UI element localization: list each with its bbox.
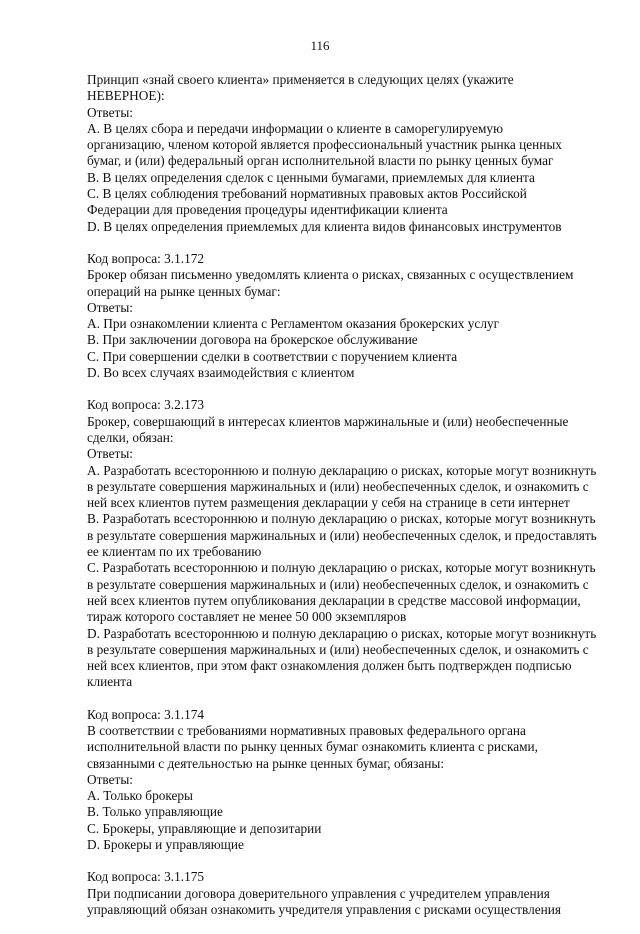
question-block [87, 72, 587, 235]
text-line: связанными с деятельностью на рынке ценных бумаг, обязаны: [87, 755, 445, 771]
text-line: D. Брокеры и управляющие [87, 837, 244, 853]
text-line: в результате совершения маржинальных и (или) необеспеченных сделок, и предоставлять [87, 527, 597, 543]
text-line: B. Разработать всестороннюю и полную декларацию о рисках, которые могут возникнуть [87, 511, 596, 527]
text-line: организацию, членом которой является профессиональный участник рынка ценных [87, 137, 562, 153]
text-line: A. При ознакомлении клиента с Регламентом оказания брокерских услуг [87, 316, 500, 332]
text-line: В соответствии с требованиями нормативных правовых федерального органа [87, 722, 526, 738]
text-line: сделки, обязан: [87, 429, 174, 445]
text-line: A. Разработать всестороннюю и полную декларацию о рисках, которые могут возникнуть [87, 462, 597, 478]
text-line: Брокер обязан письменно уведомлять клиента о рисках, связанных с осуществлением [87, 267, 574, 283]
text-line: C. В целях соблюдения требований нормативных правовых актов Российской [87, 186, 527, 202]
text-line: C. Разработать всестороннюю и полную декларацию о рисках, которые могут возникнуть [87, 560, 596, 576]
text-line: в результате совершения маржинальных и (или) необеспеченных сделок, и ознакомить с [87, 478, 589, 494]
text-line: в результате совершения маржинальных и (или) необеспеченных сделок, и ознакомить с [87, 576, 589, 592]
text-line: в результате совершения маржинальных и (или) необеспеченных сделок, и ознакомить с [87, 641, 589, 657]
text-line: D. Разработать всестороннюю и полную декларацию о рисках, которые могут возникнуть [87, 625, 597, 641]
text-line: C. Брокеры, управляющие и депозитарии [87, 820, 322, 836]
text-line: B. Только управляющие [87, 804, 223, 820]
text-line: Код вопроса: 3.1.174 [87, 706, 205, 722]
text-line: ней всех клиентов путем опубликования декларации в средстве массовой информации, [87, 592, 581, 608]
page-number: 116 [310, 38, 330, 53]
text-line: Ответы: [87, 299, 133, 315]
page-content [87, 72, 597, 934]
text-line: Ответы: [87, 446, 133, 462]
question-block [87, 869, 587, 918]
question-block [87, 397, 597, 690]
text-line: Код вопроса: 3.1.172 [87, 250, 205, 266]
text-line: D. Во всех случаях взаимодействия с клиентом [87, 365, 355, 381]
question-block [87, 251, 587, 381]
text-line: Код вопроса: 3.1.175 [87, 869, 205, 885]
text-line: бумаг, и (или) федеральный орган исполнительной власти по рынку ценных бумаг [87, 153, 554, 169]
text-line: Ответы: [87, 771, 133, 787]
text-line: C. При совершении сделки в соответствии с поручением клиента [87, 348, 458, 364]
text-line: Федерации для проведения процедуры идентификации клиента [87, 202, 448, 218]
text-line: тираж которого составляет не менее 50 000 экземпляров [87, 609, 407, 625]
text-line: B. При заключении договора на брокерское обслуживание [87, 332, 418, 348]
text-line: D. В целях определения приемлемых для клиента видов финансовых инструментов [87, 218, 562, 234]
question-block [87, 707, 587, 854]
text-line: A. Только брокеры [87, 788, 193, 804]
text-line: ее клиентам по их требованию [87, 544, 262, 560]
text-line: управляющий обязан ознакомить учредителя управления с рисками осуществления [87, 901, 561, 917]
text-line: Ответы: [87, 104, 133, 120]
text-line: ней всех клиентов путем размещения декларации у себя на странице в сети интернет [87, 495, 570, 511]
text-line: операций на рынке ценных бумаг: [87, 283, 281, 299]
text-line: Брокер, совершающий в интересах клиентов маржинальные и (или) необеспеченные [87, 413, 569, 429]
text-line: клиента [87, 674, 133, 690]
text-line: НЕВЕРНОЕ): [87, 88, 165, 104]
text-line: исполнительной власти по рынку ценных бумаг ознакомить клиента с рисками, [87, 739, 538, 755]
text-line: При подписании договора доверительного управления с учредителем управления [87, 885, 550, 901]
text-line: Принцип «знай своего клиента» применяется в следующих целях (укажите [87, 72, 514, 87]
text-line: ней всех клиентов, при этом факт ознакомления должен быть подтвержден подписью [87, 658, 572, 674]
text-line: A. В целях сбора и передачи информации о клиенте в саморегулируемую [87, 120, 504, 136]
text-line: B. В целях определения сделок с ценными бумагами, приемлемых для клиента [87, 169, 535, 185]
text-line: Код вопроса: 3.2.173 [87, 397, 205, 413]
